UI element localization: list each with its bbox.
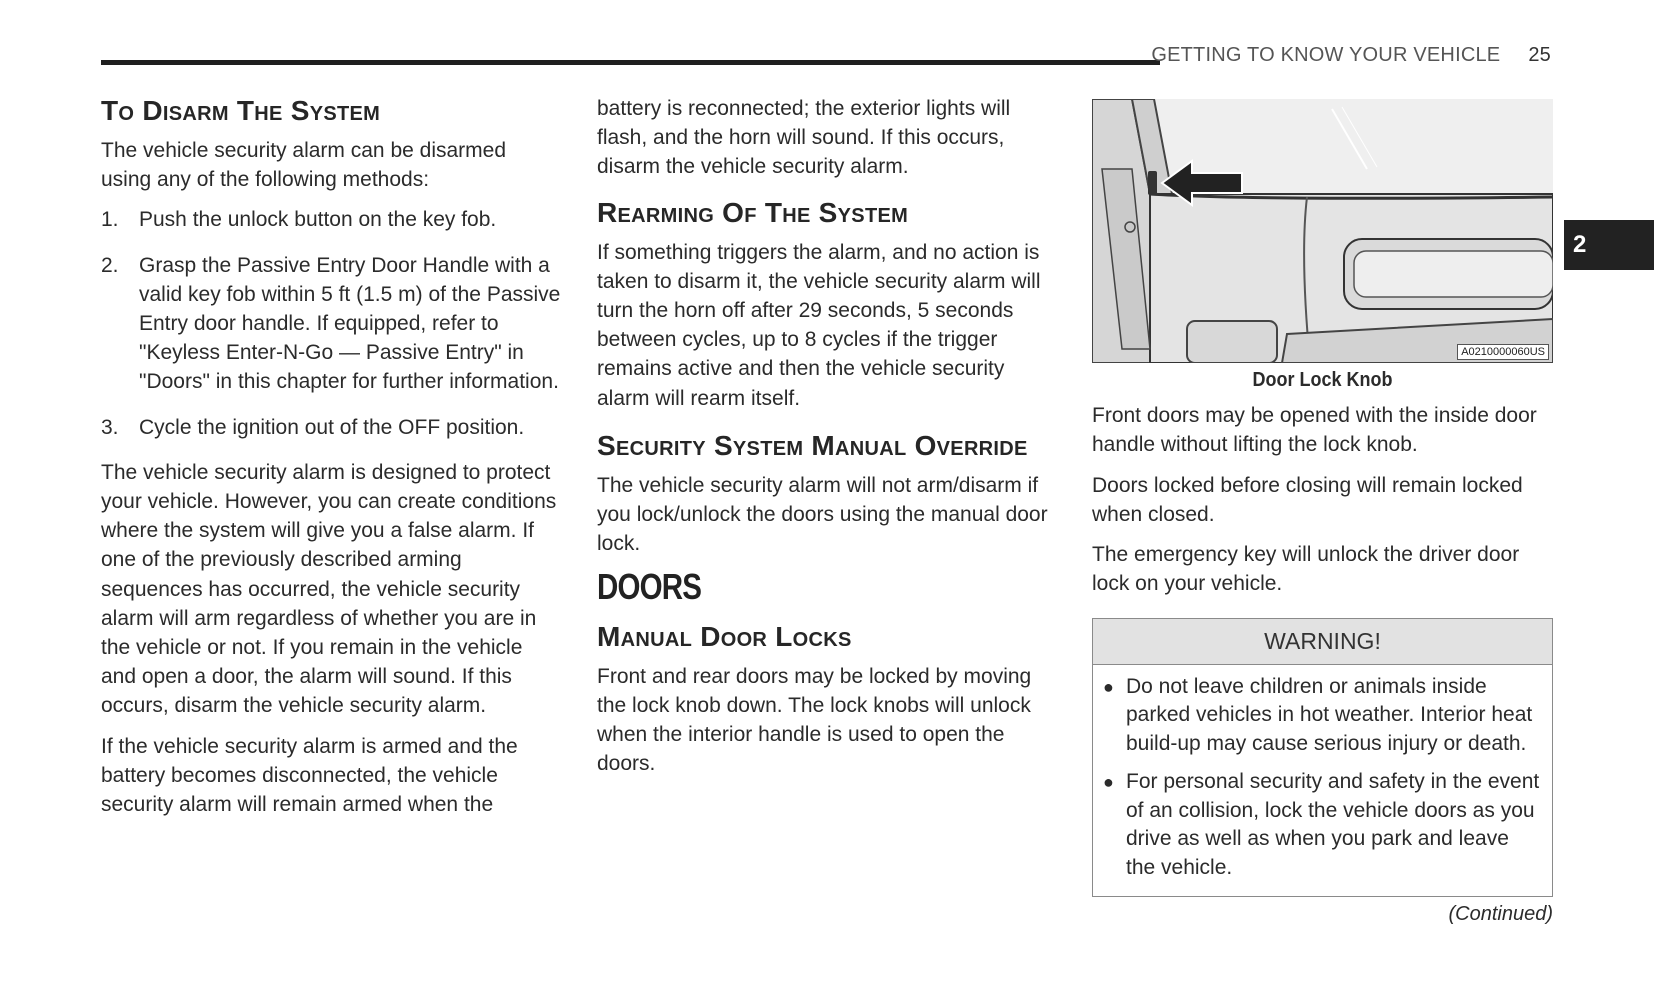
doors-heading: DOORS [597, 566, 702, 608]
warning-box [1092, 618, 1553, 897]
locked-doors-paragraph: Doors locked before closing will remain locked when closed. [1092, 473, 1523, 526]
list-item [101, 413, 561, 442]
bullet-icon: ● [1103, 676, 1114, 697]
warning-title: WARNING! [1093, 619, 1552, 664]
step-text: Cycle the ignition out of the OFF position. [139, 415, 525, 439]
column-1 [101, 94, 561, 830]
warning-list [1093, 665, 1552, 897]
override-heading: Security System Manual Override [597, 429, 1028, 461]
bullet-icon: ● [1103, 772, 1114, 793]
step-text: Grasp the Passive Entry Door Handle with a valid key fob within 5 ft (1.5 m) of the Passive Entry door handle. If equipped, refer to "Keyless Enter-N-Go — Passive Entry" in "Doors" in this chapter for further information. [139, 253, 561, 394]
warning-text: For personal security and safety in the event of an collision, lock the vehicle doors as you drive as well as when you park and leave the vehicle. [1126, 770, 1540, 879]
door-illustration [1092, 99, 1553, 363]
manual-locks-heading: Manual Door Locks [597, 620, 852, 652]
list-item [1103, 768, 1542, 882]
running-head [1151, 44, 1551, 67]
chapter-tab[interactable]: 2 [1564, 220, 1654, 270]
step-number: 2. [101, 253, 119, 277]
figure-caption: Door Lock Knob [1252, 369, 1393, 391]
section-title: GETTING TO KNOW YOUR VEHICLE [1151, 44, 1501, 66]
disarm-intro: The vehicle security alarm can be disarmed using any of the following methods: [101, 139, 507, 192]
battery-continuation: battery is reconnected; the exterior lights will flash, and the horn will sound. If this occurs, disarm the vehicle security alarm. [597, 97, 1011, 179]
figure-code: A0210000060US [1457, 344, 1549, 360]
override-text: The vehicle security alarm will not arm/disarm if you lock/unlock the doors using the manual door lock. [597, 473, 1048, 556]
step-text: Push the unlock button on the key fob. [139, 208, 497, 232]
rearming-heading: Rearming Of The System [597, 196, 909, 228]
rearming-text: If something triggers the alarm, and no action is taken to disarm it, the vehicle security alarm will turn the horn off after 29 seconds, 5 seconds between cycles, up to 8 cycles if the trigger remains active and then the vehicle security alarm will rearm itself. [597, 240, 1041, 410]
column-2 [597, 94, 1059, 789]
page-number: 25 [1528, 44, 1551, 66]
list-item [101, 251, 561, 397]
continued-note: (Continued) [1448, 903, 1553, 926]
step-number: 1. [101, 208, 119, 232]
disarm-steps [101, 205, 561, 441]
front-doors-paragraph: Front doors may be opened with the inside door handle without lifting the lock knob. [1092, 404, 1537, 457]
step-number: 3. [101, 415, 119, 439]
warning-text: Do not leave children or animals inside parked vehicles in hot weather. Interior heat build-up may cause serious injury or death. [1126, 674, 1533, 755]
list-item [101, 205, 561, 234]
emergency-key-paragraph: The emergency key will unlock the driver door lock on your vehicle. [1092, 543, 1520, 596]
column-3 [1092, 94, 1553, 929]
door-lock-knob-illustration [1092, 99, 1553, 363]
false-alarm-paragraph: The vehicle security alarm is designed to protect your vehicle. However, you can create conditions where the system will give you a false alarm. If one of the previously described arming sequences has occurred, the vehicle security alarm will arm regardless of whether you are in the vehicle or not. If you remain in the vehicle and open a door, the alarm will sound. If this occurs, disarm the vehicle security alarm. [101, 460, 557, 718]
header-rule [101, 60, 1160, 65]
manual-locks-text: Front and rear doors may be locked by moving the lock knob down. The lock knobs will unlock when the interior handle is used to open the doors. [597, 664, 1032, 776]
disarm-heading: To Disarm The System [101, 95, 381, 126]
list-item [1103, 673, 1542, 759]
battery-paragraph: If the vehicle security alarm is armed and the battery becomes disconnected, the vehicle security alarm will remain armed when the [101, 734, 518, 817]
